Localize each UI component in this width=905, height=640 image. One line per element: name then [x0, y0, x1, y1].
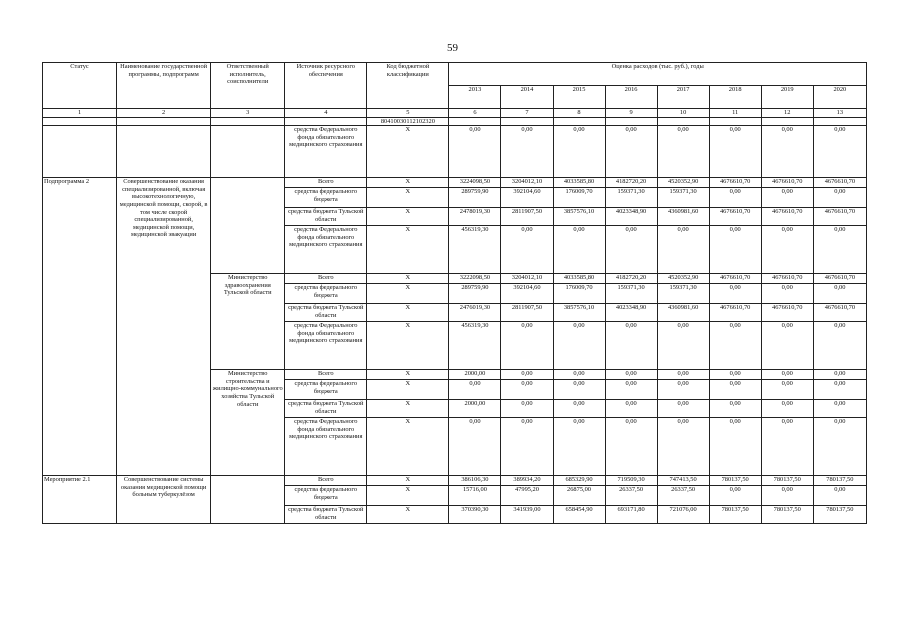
column-index: 6: [449, 109, 501, 118]
value-cell: 0,00: [501, 400, 553, 418]
value-cell: 4182720,20: [605, 178, 657, 188]
value-cell: 0,00: [605, 322, 657, 370]
source-cell: средства федерального бюджета: [285, 188, 367, 208]
source-cell: средства бюджета Тульской области: [285, 208, 367, 226]
value-cell: 0,00: [501, 322, 553, 370]
value-cell: 0,00: [657, 400, 709, 418]
budget-table: [42, 62, 867, 524]
header-year: 2016: [605, 86, 657, 109]
value-cell: 0,00: [657, 370, 709, 380]
value-cell: 4676610,70: [813, 274, 866, 284]
header-program: Наименование государственной программы, подпрограмм: [117, 63, 211, 109]
value-cell: 658454,90: [553, 506, 605, 524]
column-index: 5: [367, 109, 449, 118]
value-cell: 389934,20: [501, 476, 553, 486]
code-cell: Х: [367, 226, 449, 274]
value-cell: 4520352,90: [657, 274, 709, 284]
value-cell: 370390,30: [449, 506, 501, 524]
value-cell: 0,00: [553, 226, 605, 274]
value-cell: 0,00: [501, 418, 553, 476]
value-cell: 341939,00: [501, 506, 553, 524]
value-cell: 780137,50: [813, 476, 866, 486]
value-cell: 159371,30: [605, 188, 657, 208]
code-cell: Х: [367, 370, 449, 380]
value-cell: 0,00: [605, 126, 657, 178]
table-row: [43, 126, 867, 178]
value-cell: 0,00: [813, 418, 866, 476]
value-cell: 4676610,70: [761, 208, 813, 226]
code-cell: Х: [367, 188, 449, 208]
executor-cell: [211, 476, 285, 524]
header-code: Код бюджетной классификации: [367, 63, 449, 109]
value-cell: 0,00: [657, 418, 709, 476]
top-code-row: [43, 117, 867, 126]
value-cell: 0,00: [813, 284, 866, 304]
value-cell: 4033585,80: [553, 178, 605, 188]
value-cell: 4676610,70: [813, 304, 866, 322]
value-cell: 4676610,70: [813, 208, 866, 226]
value-cell: 26337,50: [605, 486, 657, 506]
value-cell: 159371,30: [657, 284, 709, 304]
value-cell: 0,00: [813, 380, 866, 400]
value-cell: 719509,30: [605, 476, 657, 486]
value-cell: 386106,30: [449, 476, 501, 486]
code-cell: Х: [367, 380, 449, 400]
value-cell: 47995,20: [501, 486, 553, 506]
source-cell: средства федерального бюджета: [285, 486, 367, 506]
source-cell: Всего: [285, 370, 367, 380]
source-cell: средства Федерального фонда обязательного медицинского страхования: [285, 418, 367, 476]
value-cell: 159371,30: [657, 188, 709, 208]
value-cell: 4360981,60: [657, 304, 709, 322]
value-cell: 4676610,70: [761, 178, 813, 188]
header-estimate: Оценка расходов (тыс. руб.), годы: [449, 63, 867, 86]
executor-cell: [211, 178, 285, 274]
value-cell: 4520352,90: [657, 178, 709, 188]
value-cell: 4360981,60: [657, 208, 709, 226]
value-cell: 0,00: [709, 226, 761, 274]
budget-code: 80410030112102320: [367, 117, 449, 126]
header-year: 2015: [553, 86, 605, 109]
value-cell: 0,00: [761, 486, 813, 506]
source-cell: средства Федерального фонда обязательного медицинского страхования: [285, 322, 367, 370]
code-cell: Х: [367, 126, 449, 178]
column-index-row: [43, 109, 867, 118]
value-cell: 780137,50: [761, 476, 813, 486]
header-year: 2014: [501, 86, 553, 109]
column-index: 2: [117, 109, 211, 118]
value-cell: 0,00: [501, 380, 553, 400]
program-cell: Совершенствование оказания специализированной, включая высокотехнологичную, медицинской помощи, скорой, в том числе скорой специализированной, медицинской помощи, медицинской эвакуации: [117, 178, 211, 476]
value-cell: 3204012,10: [501, 274, 553, 284]
code-cell: Х: [367, 400, 449, 418]
value-cell: 0,00: [449, 126, 501, 178]
code-cell: Х: [367, 418, 449, 476]
value-cell: 176009,70: [553, 188, 605, 208]
status-cell: Подпрограмма 2: [43, 178, 117, 476]
value-cell: 0,00: [553, 370, 605, 380]
value-cell: 0,00: [553, 400, 605, 418]
value-cell: 0,00: [605, 370, 657, 380]
value-cell: 685329,90: [553, 476, 605, 486]
value-cell: 0,00: [761, 400, 813, 418]
source-cell: средства бюджета Тульской области: [285, 506, 367, 524]
column-index: 10: [657, 109, 709, 118]
value-cell: 0,00: [501, 226, 553, 274]
value-cell: 780137,50: [761, 506, 813, 524]
value-cell: 2000,00: [449, 370, 501, 380]
code-cell: Х: [367, 208, 449, 226]
source-cell: средства федерального бюджета: [285, 380, 367, 400]
value-cell: 0,00: [553, 322, 605, 370]
column-index: 3: [211, 109, 285, 118]
column-index: 1: [43, 109, 117, 118]
value-cell: 4676610,70: [813, 178, 866, 188]
value-cell: 0,00: [709, 370, 761, 380]
program-cell: [117, 126, 211, 178]
header-year: 2013: [449, 86, 501, 109]
value-cell: 4676610,70: [709, 304, 761, 322]
value-cell: 780137,50: [709, 476, 761, 486]
value-cell: 392104,60: [501, 188, 553, 208]
value-cell: 3204012,10: [501, 178, 553, 188]
value-cell: 780137,50: [709, 506, 761, 524]
code-cell: Х: [367, 486, 449, 506]
value-cell: 0,00: [761, 380, 813, 400]
source-cell: средства федерального бюджета: [285, 284, 367, 304]
source-cell: средства бюджета Тульской области: [285, 304, 367, 322]
header-source: Источник ресурсного обеспечения: [285, 63, 367, 109]
value-cell: 0,00: [501, 370, 553, 380]
executor-cell: Министерство здравоохранения Тульской области: [211, 274, 285, 370]
value-cell: 780137,50: [813, 506, 866, 524]
table-row: [43, 476, 867, 486]
value-cell: 0,00: [657, 226, 709, 274]
value-cell: 4182720,20: [605, 274, 657, 284]
column-index: 13: [813, 109, 866, 118]
status-cell: [43, 126, 117, 178]
column-index: 7: [501, 109, 553, 118]
value-cell: 0,00: [709, 486, 761, 506]
value-cell: 3224098,50: [449, 178, 501, 188]
value-cell: 0,00: [813, 322, 866, 370]
value-cell: 0,00: [761, 188, 813, 208]
value-cell: 4676610,70: [761, 304, 813, 322]
value-cell: 4676610,70: [709, 274, 761, 284]
value-cell: 0,00: [657, 380, 709, 400]
value-cell: 0,00: [605, 418, 657, 476]
header-year: 2017: [657, 86, 709, 109]
value-cell: 3857576,10: [553, 208, 605, 226]
value-cell: 721076,00: [657, 506, 709, 524]
value-cell: 747413,50: [657, 476, 709, 486]
value-cell: 0,00: [761, 370, 813, 380]
value-cell: 0,00: [709, 322, 761, 370]
header-executor: Ответственный исполнитель, соисполнители: [211, 63, 285, 109]
value-cell: 159371,30: [605, 284, 657, 304]
header-year: 2019: [761, 86, 813, 109]
value-cell: 0,00: [761, 322, 813, 370]
value-cell: 3857576,10: [553, 304, 605, 322]
source-cell: Всего: [285, 178, 367, 188]
value-cell: 0,00: [553, 380, 605, 400]
value-cell: 2000,00: [449, 400, 501, 418]
value-cell: 0,00: [709, 400, 761, 418]
value-cell: 4676610,70: [761, 274, 813, 284]
value-cell: 0,00: [657, 322, 709, 370]
value-cell: 0,00: [709, 380, 761, 400]
value-cell: 2811907,50: [501, 304, 553, 322]
status-cell: Мероприятие 2.1: [43, 476, 117, 524]
executor-cell: [211, 126, 285, 178]
value-cell: 0,00: [709, 188, 761, 208]
column-index: 11: [709, 109, 761, 118]
value-cell: 4676610,70: [709, 178, 761, 188]
source-cell: средства Федерального фонда обязательного медицинского страхования: [285, 126, 367, 178]
value-cell: 4676610,70: [709, 208, 761, 226]
source-cell: Всего: [285, 274, 367, 284]
code-cell: Х: [367, 284, 449, 304]
table-row: [43, 178, 867, 188]
value-cell: 0,00: [709, 284, 761, 304]
column-index: 4: [285, 109, 367, 118]
code-cell: Х: [367, 506, 449, 524]
value-cell: 0,00: [605, 226, 657, 274]
value-cell: 3222098,50: [449, 274, 501, 284]
value-cell: 0,00: [813, 400, 866, 418]
value-cell: 0,00: [813, 188, 866, 208]
value-cell: 392104,60: [501, 284, 553, 304]
value-cell: 0,00: [761, 284, 813, 304]
value-cell: 0,00: [761, 418, 813, 476]
value-cell: 176009,70: [553, 284, 605, 304]
column-index: 8: [553, 109, 605, 118]
column-index: 9: [605, 109, 657, 118]
value-cell: 0,00: [553, 126, 605, 178]
code-cell: Х: [367, 178, 449, 188]
value-cell: 0,00: [709, 126, 761, 178]
source-cell: Всего: [285, 476, 367, 486]
value-cell: 4033585,80: [553, 274, 605, 284]
value-cell: 0,00: [501, 126, 553, 178]
value-cell: 4023348,90: [605, 304, 657, 322]
value-cell: 26337,50: [657, 486, 709, 506]
code-cell: Х: [367, 304, 449, 322]
value-cell: 0,00: [813, 226, 866, 274]
code-cell: Х: [367, 476, 449, 486]
column-index: 12: [761, 109, 813, 118]
value-cell: 456319,30: [449, 226, 501, 274]
value-cell: 0,00: [657, 126, 709, 178]
value-cell: 15716,00: [449, 486, 501, 506]
value-cell: 0,00: [709, 418, 761, 476]
code-cell: Х: [367, 322, 449, 370]
source-cell: средства бюджета Тульской области: [285, 400, 367, 418]
value-cell: 2478019,30: [449, 208, 501, 226]
value-cell: 0,00: [813, 486, 866, 506]
value-cell: 0,00: [813, 370, 866, 380]
value-cell: 289759,90: [449, 284, 501, 304]
executor-cell: Министерство строительства и жилищно-коммунального хозяйства Тульской области: [211, 370, 285, 476]
value-cell: 0,00: [449, 380, 501, 400]
value-cell: 0,00: [449, 418, 501, 476]
source-cell: средства Федерального фонда обязательного медицинского страхования: [285, 226, 367, 274]
value-cell: 26875,00: [553, 486, 605, 506]
page-number: 59: [447, 42, 458, 54]
header-year: 2020: [813, 86, 866, 109]
program-cell: Совершенствование системы оказания медицинской помощи больным туберкулёзом: [117, 476, 211, 524]
value-cell: 693171,80: [605, 506, 657, 524]
value-cell: 2476019,30: [449, 304, 501, 322]
value-cell: 4023348,90: [605, 208, 657, 226]
value-cell: 2811907,50: [501, 208, 553, 226]
value-cell: 0,00: [553, 418, 605, 476]
value-cell: 0,00: [761, 226, 813, 274]
value-cell: 0,00: [605, 400, 657, 418]
header-status: Статус: [43, 63, 117, 109]
value-cell: 456319,30: [449, 322, 501, 370]
code-cell: Х: [367, 274, 449, 284]
value-cell: 0,00: [761, 126, 813, 178]
value-cell: 289759,90: [449, 188, 501, 208]
value-cell: 0,00: [813, 126, 866, 178]
value-cell: 0,00: [605, 380, 657, 400]
header-year: 2018: [709, 86, 761, 109]
